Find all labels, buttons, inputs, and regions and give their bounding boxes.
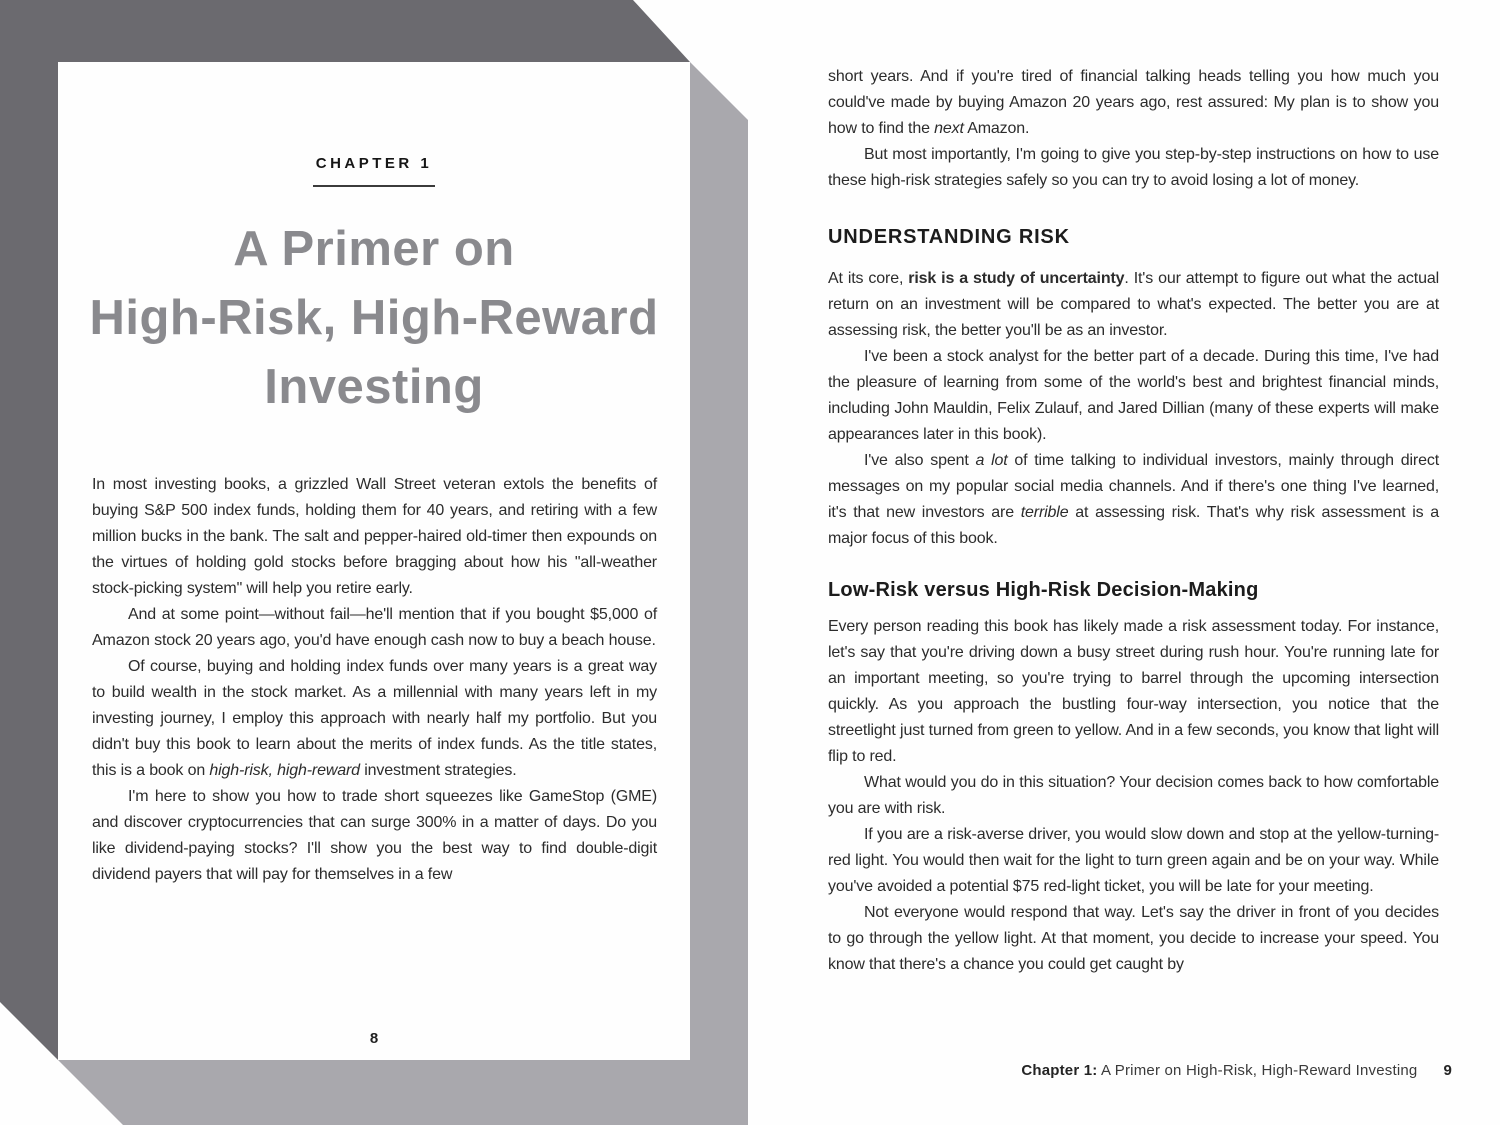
running-footer <box>828 1060 1452 1082</box>
chapter-title-line: High-Risk, High-Reward <box>89 291 659 345</box>
chapter-title <box>58 215 690 422</box>
paragraph: What would you do in this situation? Your decision comes back to how comfortable you are with risk. <box>828 774 1439 817</box>
footer-chapter-title: A Primer on High-Risk, High-Reward Investing <box>1097 1062 1418 1079</box>
kicker-rule <box>313 185 435 187</box>
paragraph: I've also spent a lot of time talking to individual investors, mainly through direct messages on my popular social media channels. And if there's one thing I've learned, it's that new investors are terrible at assessing risk. That's why risk assessment is a major focus of this book. <box>828 452 1440 547</box>
right-page <box>747 0 1500 1125</box>
subsection-heading: Low-Risk versus High-Risk Decision-Making <box>828 579 1259 601</box>
paragraph: And at some point—without fail—he'll mention that if you bought $5,000 of Amazon stock 20 years ago, you'd have enough cash now to buy a beach house. <box>92 606 657 649</box>
paragraph: In most investing books, a grizzled Wall Street veteran extols the benefits of buying S&P 500 index funds, holding them for 40 years, and retiring with a few million bucks in the bank. The salt and pepper-haired old-timer then expounds on the virtues of holding gold stocks before bragging about how his "all-weather stock-picking system" will help you retire early. <box>92 476 657 597</box>
left-page-body-text <box>92 472 657 888</box>
paragraph: At its core, risk is a study of uncertainty. It's our attempt to figure out what the actual return on an investment will be compared to what's expected. The better you are at assessing risk, the better you'll be as an investor. <box>828 270 1439 339</box>
paragraph: Of course, buying and holding index funds over many years is a great way to build wealth in the stock market. As a millennial with many years left in my investing journey, I employ this approach with nearly half my portfolio. But you didn't buy this book to learn about the merits of index funds. As the title states, this is a book on high-risk, high-reward investment strategies. <box>92 658 657 779</box>
chapter-title-line: Investing <box>264 360 484 414</box>
left-page-number: 8 <box>369 1030 379 1047</box>
paragraph: I've been a stock analyst for the better part of a decade. During this time, I've had the pleasure of learning from some of the world's best and brightest financial minds, including John Mauldin, Felix Zulauf, and Jared Dillian (many of these experts will make appearances later in this book). <box>828 348 1439 443</box>
chapter-kicker: CHAPTER 1 <box>315 155 433 172</box>
left-page <box>58 62 690 1060</box>
paragraph: Not everyone would respond that way. Let's say the driver in front of you decides to go through the yellow light. At that moment, you decide to increase your speed. You know that there's a chance you could get caught by <box>828 904 1439 973</box>
section-heading: UNDERSTANDING RISK <box>828 226 1070 248</box>
paragraph: Every person reading this book has likely made a risk assessment today. For instance, let's say that you're driving down a busy street during rush hour. You're running late for an important meeting, so you're trying to barrel through the upcoming intersection quickly. As you approach the bustling four-way intersection, you notice that the streetlight just turned from green to yellow. And in a few seconds, you know that light will flip to red. <box>828 618 1439 765</box>
right-page-number: 9 <box>1443 1062 1452 1079</box>
chapter-title-line: A Primer on <box>233 222 515 276</box>
paragraph: short years. And if you're tired of financial talking heads telling you how much you could've made by buying Amazon 20 years ago, rest assured: My plan is to show you how to find the next Amazon. <box>828 68 1439 137</box>
right-page-body-text <box>828 64 1439 978</box>
paragraph: If you are a risk-averse driver, you would slow down and stop at the yellow-turning-red light. You would then wait for the light to turn green again and be on your way. While you've avoided a potential $75 red-light ticket, you will be late for your meeting. <box>828 826 1439 895</box>
footer-chapter-label: Chapter 1: <box>1021 1062 1098 1079</box>
paragraph: But most importantly, I'm going to give you step-by-step instructions on how to use these high-risk strategies safely so you can try to avoid losing a lot of money. <box>828 146 1439 189</box>
paragraph: I'm here to show you how to trade short squeezes like GameStop (GME) and discover cryptocurrencies that can surge 300% in a matter of days. Do you like dividend-paying stocks? I'll show you the best way to find double-digit dividend payers that will pay for themselves in a few <box>92 788 657 883</box>
